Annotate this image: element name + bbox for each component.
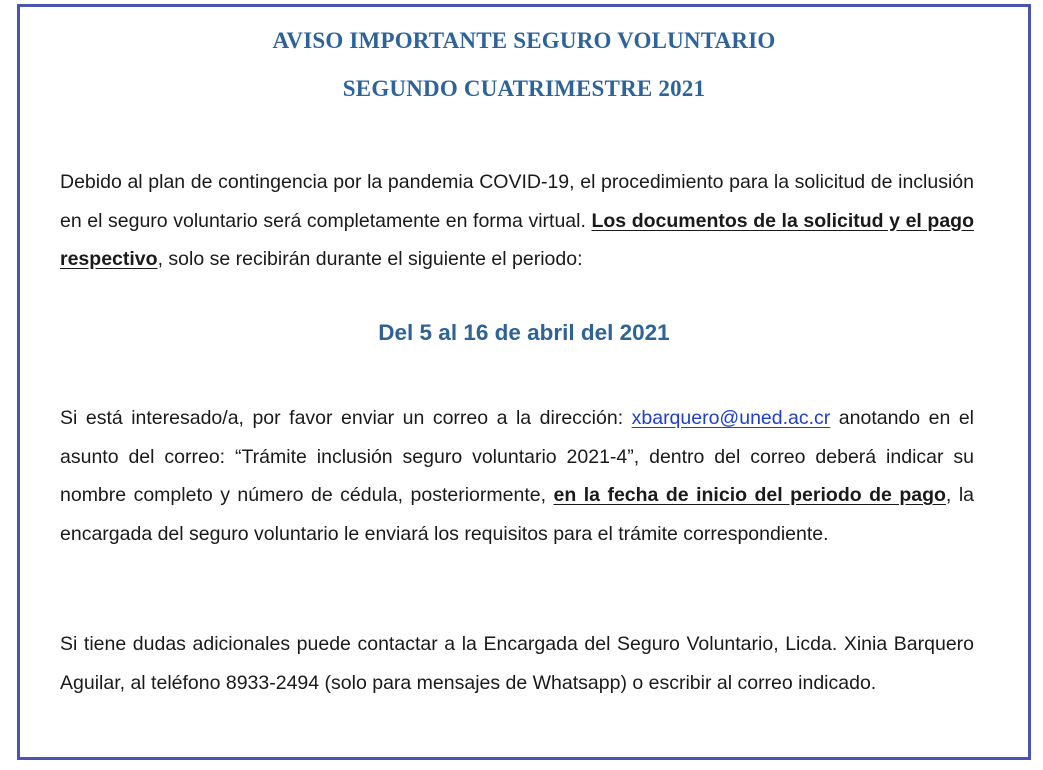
notice-frame: [17, 4, 1031, 760]
paragraph-contact: Si tiene dudas adicionales puede contactar a la Encargada del Seguro Voluntario, Licda. Xinia Barquero Aguilar, al teléfono 8933-2494 (solo para mensajes de Whatsapp) o escribir al correo indicado.: [60, 633, 974, 694]
paragraph-instructions-text-b: anotando en el asunto del correo: “Trámite inclusión seguro voluntario 2021-4”, dentro del correo deberá indicar su nombre completo y número de cédula, posteriormente,: [60, 407, 975, 506]
paragraph-instructions: [60, 399, 974, 553]
date-range: Del 5 al 16 de abril del 2021: [378, 320, 670, 345]
paragraph-instructions-emphasis: en la fecha de inicio del periodo de pago: [553, 484, 946, 506]
email-link[interactable]: xbarquero@uned.ac.cr: [631, 407, 831, 429]
paragraph-procedure-text-b: , solo se recibirán durante el siguiente el periodo:: [157, 248, 583, 270]
notice-title-line2: SEGUNDO CUATRIMESTRE 2021: [342, 76, 706, 101]
paragraph-procedure: [60, 163, 974, 279]
paragraph-instructions-text-c: , la encargada del seguro voluntario le enviará los requisitos para el trámite correspondiente.: [60, 484, 974, 545]
paragraph-procedure-text-a: Debido al plan de contingencia por la pandemia COVID-19, el procedimiento para la solicitud de inclusión en el seguro voluntario será completamente en forma virtual.: [60, 171, 974, 232]
notice-title-line1: AVISO IMPORTANTE SEGURO VOLUNTARIO: [272, 28, 776, 53]
paragraph-procedure-emphasis: Los documentos de la solicitud y el pago respectivo: [60, 209, 974, 270]
paragraph-instructions-text-a: Si está interesado/a, por favor enviar un correo a la dirección:: [60, 407, 632, 429]
